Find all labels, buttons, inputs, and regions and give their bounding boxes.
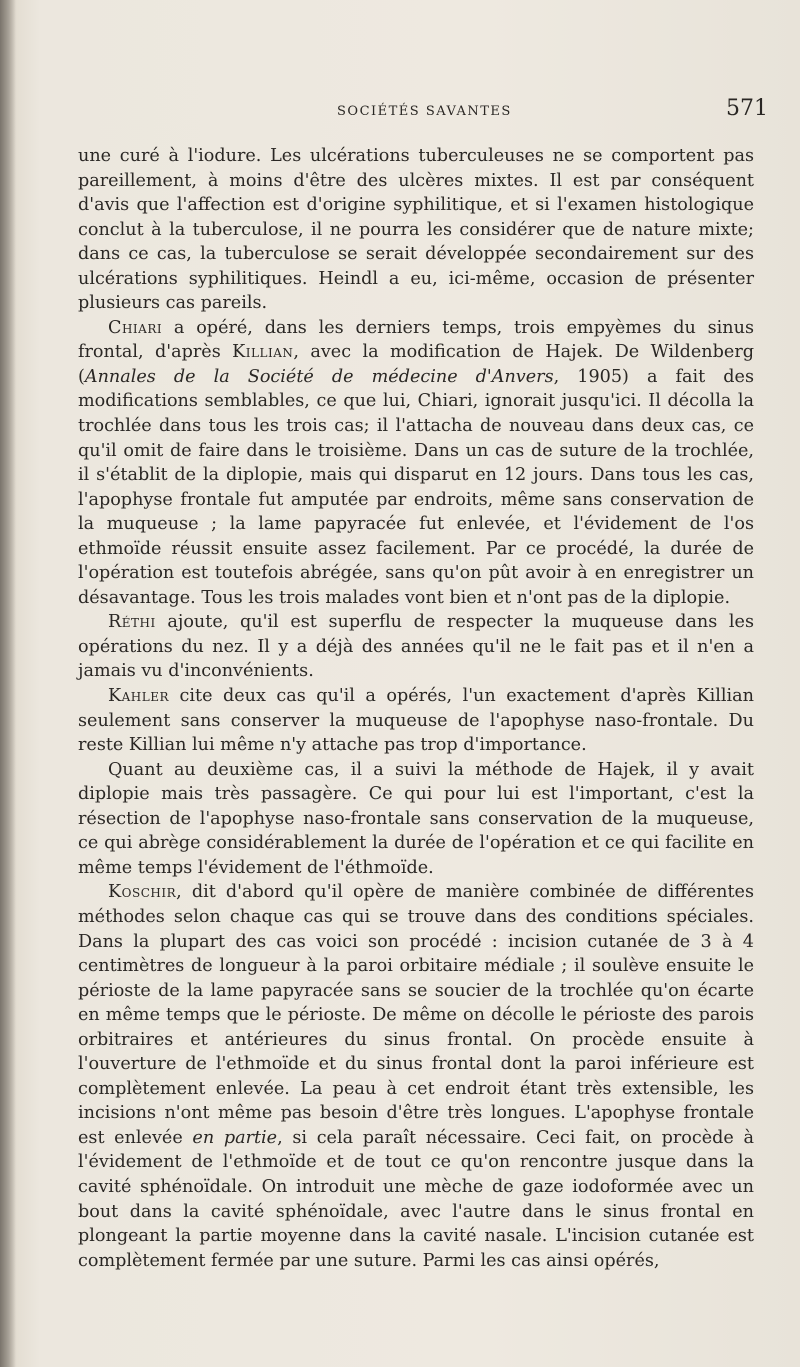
paragraph-4 <box>78 684 754 758</box>
author-name-killian: Killian <box>232 342 294 363</box>
paragraph-4-text: cite deux cas qu'il a opérés, l'un exactement d'après Killian seulement sans conserver la muqueuse de l'apophyse naso-frontale. Du reste Killian lui même n'y attache pas trop d'importance. <box>78 686 754 756</box>
journal-title: Annales de la Société de médecine d'Anvers <box>84 366 554 387</box>
paragraph-3 <box>78 610 754 684</box>
paragraph-1: une curé à l'iodure. Les ulcérations tuberculeuses ne se comportent pas pareillement, à moins d'être des ulcères mixtes. Il est par conséquent d'avis que l'affection est d'origine syphilitique, et si l'examen histologique conclut à la tuberculose, il ne pourra les considérer que de nature mixte; dans ce cas, la tuberculose se serait développée secondairement sur des ulcérations syphilitiques. Heindl a eu, ici-même, occasion de présenter plusieurs cas pareils. <box>78 146 754 314</box>
author-name-koschir: Koschir <box>108 882 177 903</box>
page-header <box>0 96 800 130</box>
paragraph-6 <box>78 880 754 1273</box>
author-name-rethi: Réthi <box>108 612 156 633</box>
paragraph-3-text: ajoute, qu'il est superflu de respecter la muqueuse dans les opérations du nez. Il y a déjà des années qu'il ne le fait pas et il n'en a jamais vu d'inconvénients. <box>78 612 754 682</box>
body-text <box>78 144 754 1273</box>
paragraph-5: Quant au deuxième cas, il a suivi la méthode de Hajek, il y avait diplopie mais très passagère. Ce qui pour lui est l'important, c'est la résection de l'apophyse naso-frontale sans conservation de la muqueuse, ce qui abrège considérablement la durée de l'opération et ce qui facilite en même temps l'évidement de l'éthmoïde. <box>78 759 754 878</box>
paragraph-2-text-a: a opéré, dans les derniers temps, trois empyèmes du sinus frontal, d'après <box>78 317 754 363</box>
paragraph-6-text-b: , si cela paraît nécessaire. Ceci fait, on procède à l'évidement de l'ethmoïde et de tout ce qu'on rencontre jusque dans la cavité sphénoïdale. On introduit une mèche de gaze iodoformée avec un bout dans la cavité sphénoïdale, avec l'autre dans le sinus frontal en plongeant la partie moyenne dans la cavité nasale. L'incision cutanée est complètement fermée par une suture. Parmi les cas ainsi opérés, <box>78 1127 754 1271</box>
page-gutter-shadow <box>0 0 16 1367</box>
author-name-chiari: Chiari <box>108 317 163 338</box>
paragraph-2-text-c: , 1905) a fait des modifications semblables, ce que lui, Chiari, ignorait jusqu'ici. Il décolla la trochlée dans tous les trois cas; il l'attacha de nouveau dans deux cas, ce qu'il omit de faire dans le troisième. Dans un cas de suture de la trochlée, il s'établit de la diplopie, mais qui disparut en 12 jours. Dans tous les cas, l'apophyse frontale fut amputée par endroits, même sans conservation de la muqueuse ; la lame papyracée fut enlevée, et l'évidement de l'os ethmoïde réussit ensuite assez facilement. Par ce procédé, la durée de l'opération est toutefois abrégée, sans qu'on pût avoir à en enregistrer un désavantage. Tous les trois malades vont bien et n'ont pas de la diplopie. <box>78 366 754 608</box>
page-number: 571 <box>726 96 768 121</box>
paragraph-2-text-b: , avec la modification de Hajek. De Wildenberg ( <box>78 342 754 387</box>
author-name-kahler: Kahler <box>108 686 170 707</box>
paragraph-6-text-a: , dit d'abord qu'il opère de manière combinée de différentes méthodes selon chaque cas qui se trouve dans des conditions spéciales. Dans la plupart des cas voici son procédé : incision cutanée de 3 à 4 centimètres de longueur à la paroi orbitaire médiale ; il soulève ensuite le périoste de la lame papyracée sans se soucier de la trochlée qu'on écarte en même temps que le périoste. De même on décolle le périoste des parois orbitraires et antérieures du sinus frontal. On procède ensuite à l'ouverture de l'ethmoïde et du sinus frontal dont la paroi inférieure est complètement enlevée. La peau à cet endroit étant très extensible, les incisions n'ont même pas besoin d'être très longues. L'apophyse frontale est enlevée <box>78 882 754 1148</box>
running-title: SOCIÉTÉS SAVANTES <box>337 104 512 119</box>
italic-phrase: en partie <box>192 1127 278 1148</box>
paragraph-2 <box>78 316 754 611</box>
